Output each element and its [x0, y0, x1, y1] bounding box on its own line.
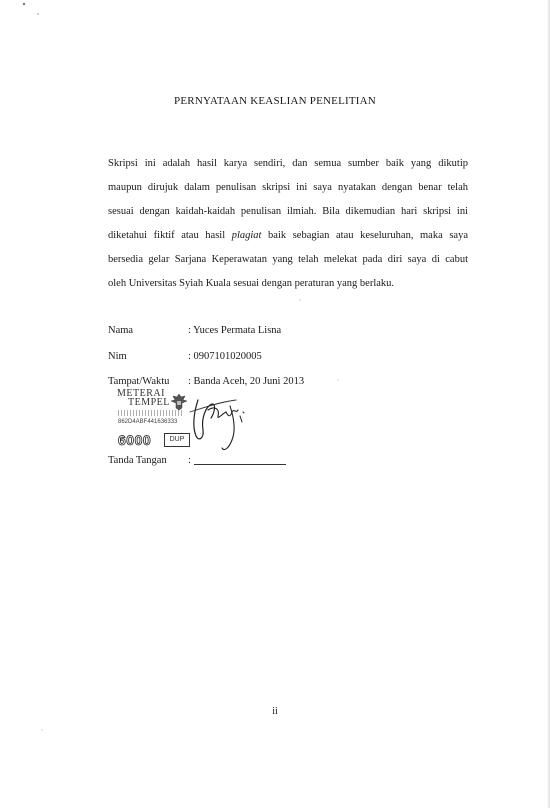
stamp-serial-code: 862D4ABF441636333	[118, 419, 178, 425]
paragraph-line-4-pre: diketahui fiktif atau hasil	[108, 230, 232, 241]
paragraph-line-1: Skripsi ini adalah hasil karya sendiri, dan semua sumber baik yang dikutip	[108, 158, 468, 169]
paragraph-line-4	[108, 229, 468, 243]
paragraph-line-2: maupun dirujuk dalam penulisan skripsi ini saya nyatakan dengan benar telah	[108, 182, 468, 193]
signature-line	[194, 464, 286, 465]
tanda-tangan-colon: :	[188, 455, 191, 466]
stamp-value: 6000	[118, 432, 152, 448]
nim-value: : 0907101020005	[188, 351, 262, 362]
paragraph-line-5: bersedia gelar Sarjana Keperawatan yang telah melekat pada diri saya di cabut	[108, 254, 468, 265]
tempat-waktu-value: : Banda Aceh, 20 Juni 2013	[188, 376, 305, 387]
page-number: ii	[272, 706, 278, 717]
paragraph-line-6: oleh Universitas Syiah Kuala sesuai dengan peraturan yang berlaku.	[108, 278, 395, 289]
nama-label: Nama	[108, 325, 134, 336]
document-title: PERNYATAAN KEASLIAN PENELITIAN	[174, 95, 376, 107]
tanda-tangan-label: Tanda Tangan	[108, 455, 167, 466]
stamp-line-2: TEMPEL	[128, 397, 170, 408]
stamp-line-1: METERAI	[117, 388, 165, 399]
paragraph-line-4-post: baik sebagian atau keseluruhan, maka saya	[261, 230, 468, 241]
handwritten-signature	[186, 392, 256, 454]
tempat-waktu-label: Tampat/Waktu	[108, 376, 170, 387]
nama-value: : Yuces Permata Lisna	[188, 325, 282, 336]
paragraph-line-4-emphasis: plagiat	[231, 230, 262, 241]
stamp-tag: DUP	[164, 433, 190, 447]
paragraph-line-3: sesuai dengan kaidah-kaidah penulisan ilmiah. Bila dikemudian hari skripsi ini	[108, 206, 468, 217]
nim-label: Nim	[108, 351, 127, 362]
